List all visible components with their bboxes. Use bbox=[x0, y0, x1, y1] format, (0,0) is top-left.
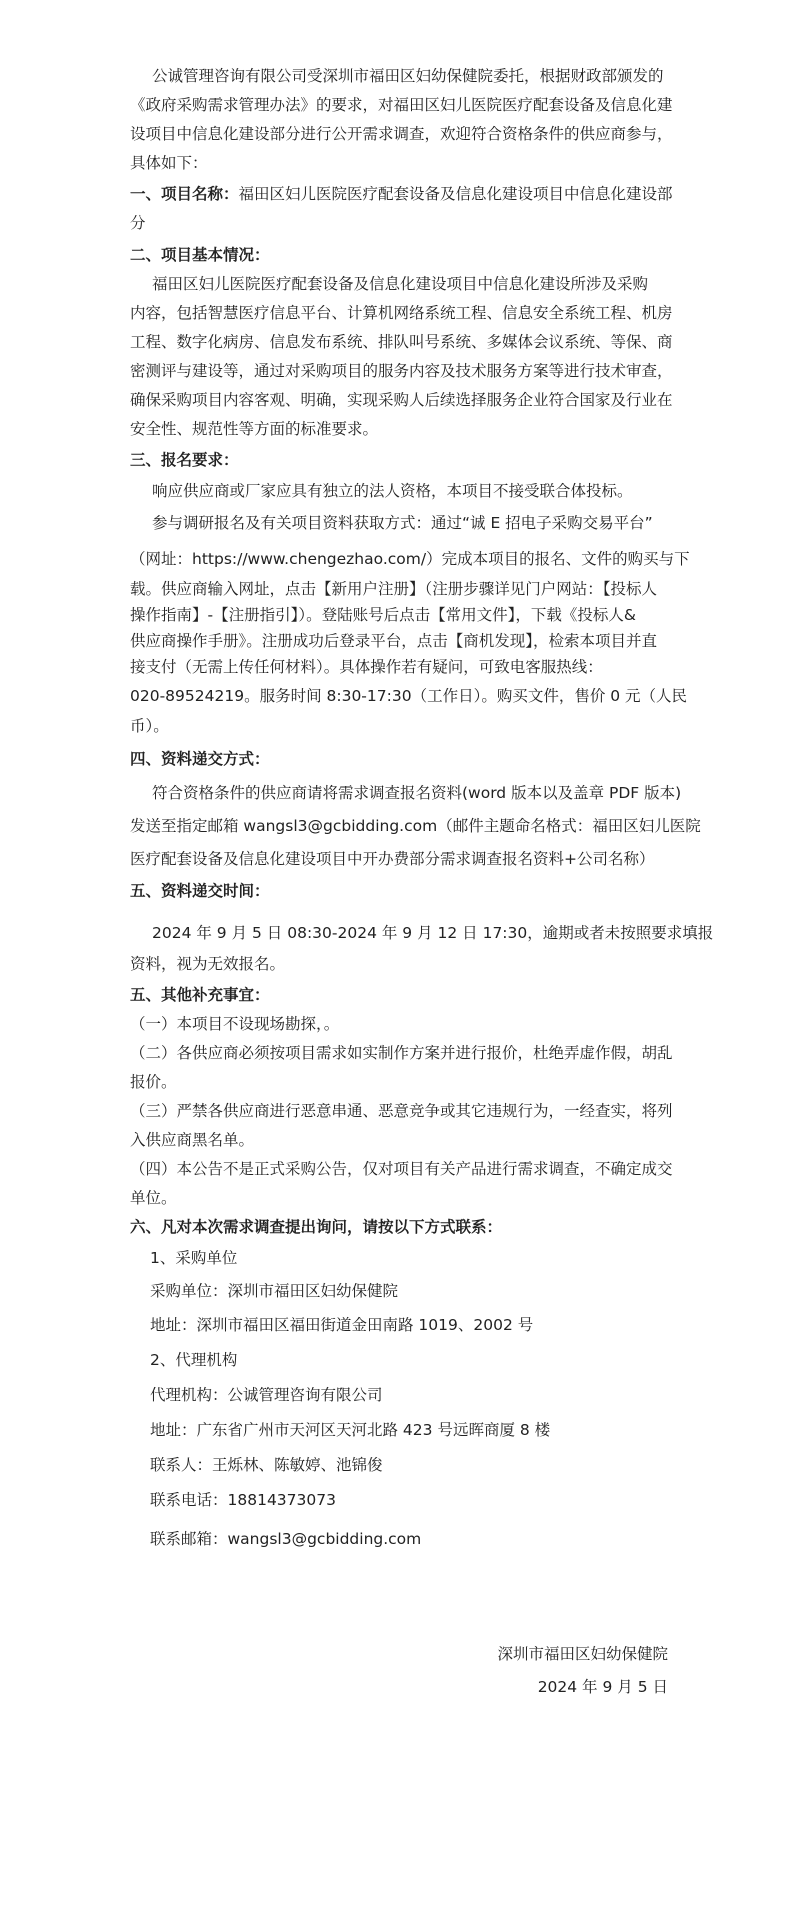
section-5b-line-5: 入供应商黑名单。 bbox=[130, 1131, 255, 1149]
contact-phone: 联系电话：18814373073 bbox=[150, 1491, 336, 1509]
section-6-heading: 六、凡对本次需求调查提出询问，请按以下方式联系： bbox=[130, 1218, 503, 1236]
section-2-line-6: 安全性、规范性等方面的标准要求。 bbox=[130, 420, 379, 438]
signature-date: 2024 年 9 月 5 日 bbox=[537, 1678, 668, 1696]
section-3-line-3: （网址：https://www.chengezhao.com/）完成本项目的报名、文件的购买与下 bbox=[130, 550, 690, 568]
section-4-heading: 四、资料递交方式： bbox=[130, 750, 270, 768]
intro-line-1: 公诚管理咨询有限公司受深圳市福田区妇幼保健院委托，根据财政部颁发的 bbox=[152, 67, 664, 85]
intro-line-4: 具体如下： bbox=[130, 154, 208, 172]
section-3-line-9: 币）。 bbox=[130, 717, 169, 735]
section-5-heading: 五、资料递交时间： bbox=[130, 882, 270, 900]
section-2-line-3: 工程、数字化病房、信息发布系统、排队叫号系统、多媒体会议系统、等保、商 bbox=[130, 333, 673, 351]
section-5b-line-6: （四）本公告不是正式采购公告，仅对项目有关产品进行需求调查，不确定成交 bbox=[130, 1160, 673, 1178]
section-2-line-5: 确保采购项目内容客观、明确，实现采购人后续选择服务企业符合国家及行业在 bbox=[130, 391, 673, 409]
purchaser-address: 地址：深圳市福田区福田街道金田南路 1019、2002 号 bbox=[150, 1316, 534, 1334]
section-3-line-5: 操作指南】-【注册指引】）。登陆账号后点击【常用文件】，下载《投标人& bbox=[130, 606, 636, 624]
contact-email: 联系邮箱：wangsl3@gcbidding.com bbox=[150, 1530, 422, 1548]
project-name: 福田区妇儿医院医疗配套设备及信息化建设项目中信息化建设部 bbox=[238, 185, 673, 203]
agency-name: 代理机构：公诚管理咨询有限公司 bbox=[150, 1386, 383, 1404]
purchaser-name: 采购单位：深圳市福田区妇幼保健院 bbox=[150, 1282, 399, 1300]
section-3-line-7: 接支付（无需上传任何材料）。具体操作若有疑问，可致电客服热线： bbox=[130, 658, 603, 676]
intro-line-2: 《政府采购需求管理办法》的要求，对福田区妇儿医院医疗配套设备及信息化建 bbox=[130, 96, 673, 114]
section-4-line-2: 发送至指定邮箱 wangsl3@gcbidding.com（邮件主题命名格式：福田区妇儿医院 bbox=[130, 817, 701, 835]
section-2-line-2: 内容，包括智慧医疗信息平台、计算机网络系统工程、信息安全系统工程、机房 bbox=[130, 304, 673, 322]
section-5b-line-3: 报价。 bbox=[130, 1073, 177, 1091]
section-3-line-4: 载。供应商输入网址，点击【新用户注册】（注册步骤详见门户网站：【投标人 bbox=[130, 580, 658, 598]
section-3-line-8: 020-89524219。服务时间 8:30-17:30（工作日）。购买文件，售价 0 元（人民 bbox=[130, 687, 688, 705]
intro-line-3: 设项目中信息化建设部分进行公开需求调查，欢迎符合资格条件的供应商参与， bbox=[130, 125, 673, 143]
section-5b-line-7: 单位。 bbox=[130, 1189, 177, 1207]
signature-org: 深圳市福田区妇幼保健院 bbox=[497, 1645, 668, 1663]
section-2-line-1: 福田区妇儿医院医疗配套设备及信息化建设项目中信息化建设所涉及采购 bbox=[152, 275, 649, 293]
contact-persons: 联系人：王烁林、陈敏婷、池锦俊 bbox=[150, 1456, 383, 1474]
section-3-line-2: 参与调研报名及有关项目资料获取方式：通过“诚 E 招电子采购交易平台” bbox=[152, 514, 653, 532]
section-3-heading: 三、报名要求： bbox=[130, 451, 239, 469]
section-5b-line-4: （三）严禁各供应商进行恶意串通、恶意竞争或其它违规行为，一经查实，将列 bbox=[130, 1102, 673, 1120]
section-4-line-3: 医疗配套设备及信息化建设项目中开办费部分需求调查报名资料+公司名称） bbox=[130, 850, 655, 868]
section-3-line-6: 供应商操作手册》。注册成功后登录平台，点击【商机发现】，检索本项目并直 bbox=[130, 632, 658, 650]
project-name-line-2: 分 bbox=[130, 214, 146, 232]
project-name-line bbox=[130, 183, 710, 205]
section-5-line-2: 资料，视为无效报名。 bbox=[130, 955, 286, 973]
section-3-line-1: 响应供应商或厂家应具有独立的法人资格，本项目不接受联合体投标。 bbox=[152, 482, 633, 500]
section-2-heading: 二、项目基本情况： bbox=[130, 246, 270, 264]
agency-address: 地址：广东省广州市天河区天河北路 423 号远晖商厦 8 楼 bbox=[150, 1421, 551, 1439]
agency-title: 2、代理机构 bbox=[150, 1351, 238, 1369]
section-2-line-4: 密测评与建设等，通过对采购项目的服务内容及技术服务方案等进行技术审查， bbox=[130, 362, 673, 380]
section-4-line-1: 符合资格条件的供应商请将需求调查报名资料(word 版本以及盖章 PDF 版本) bbox=[152, 784, 682, 802]
section-5b-line-2: （二）各供应商必须按项目需求如实制作方案并进行报价，杜绝弄虚作假，胡乱 bbox=[130, 1044, 673, 1062]
section-5-line-1: 2024 年 9 月 5 日 08:30-2024 年 9 月 12 日 17:30，逾期或者未按照要求填报 bbox=[152, 924, 714, 942]
section-5b-line-1: （一）本项目不设现场勘探，。 bbox=[130, 1015, 340, 1033]
section-5b-heading: 五、其他补充事宜： bbox=[130, 986, 270, 1004]
section-1-heading: 一、项目名称： bbox=[130, 185, 239, 203]
purchaser-title: 1、采购单位 bbox=[150, 1249, 238, 1267]
